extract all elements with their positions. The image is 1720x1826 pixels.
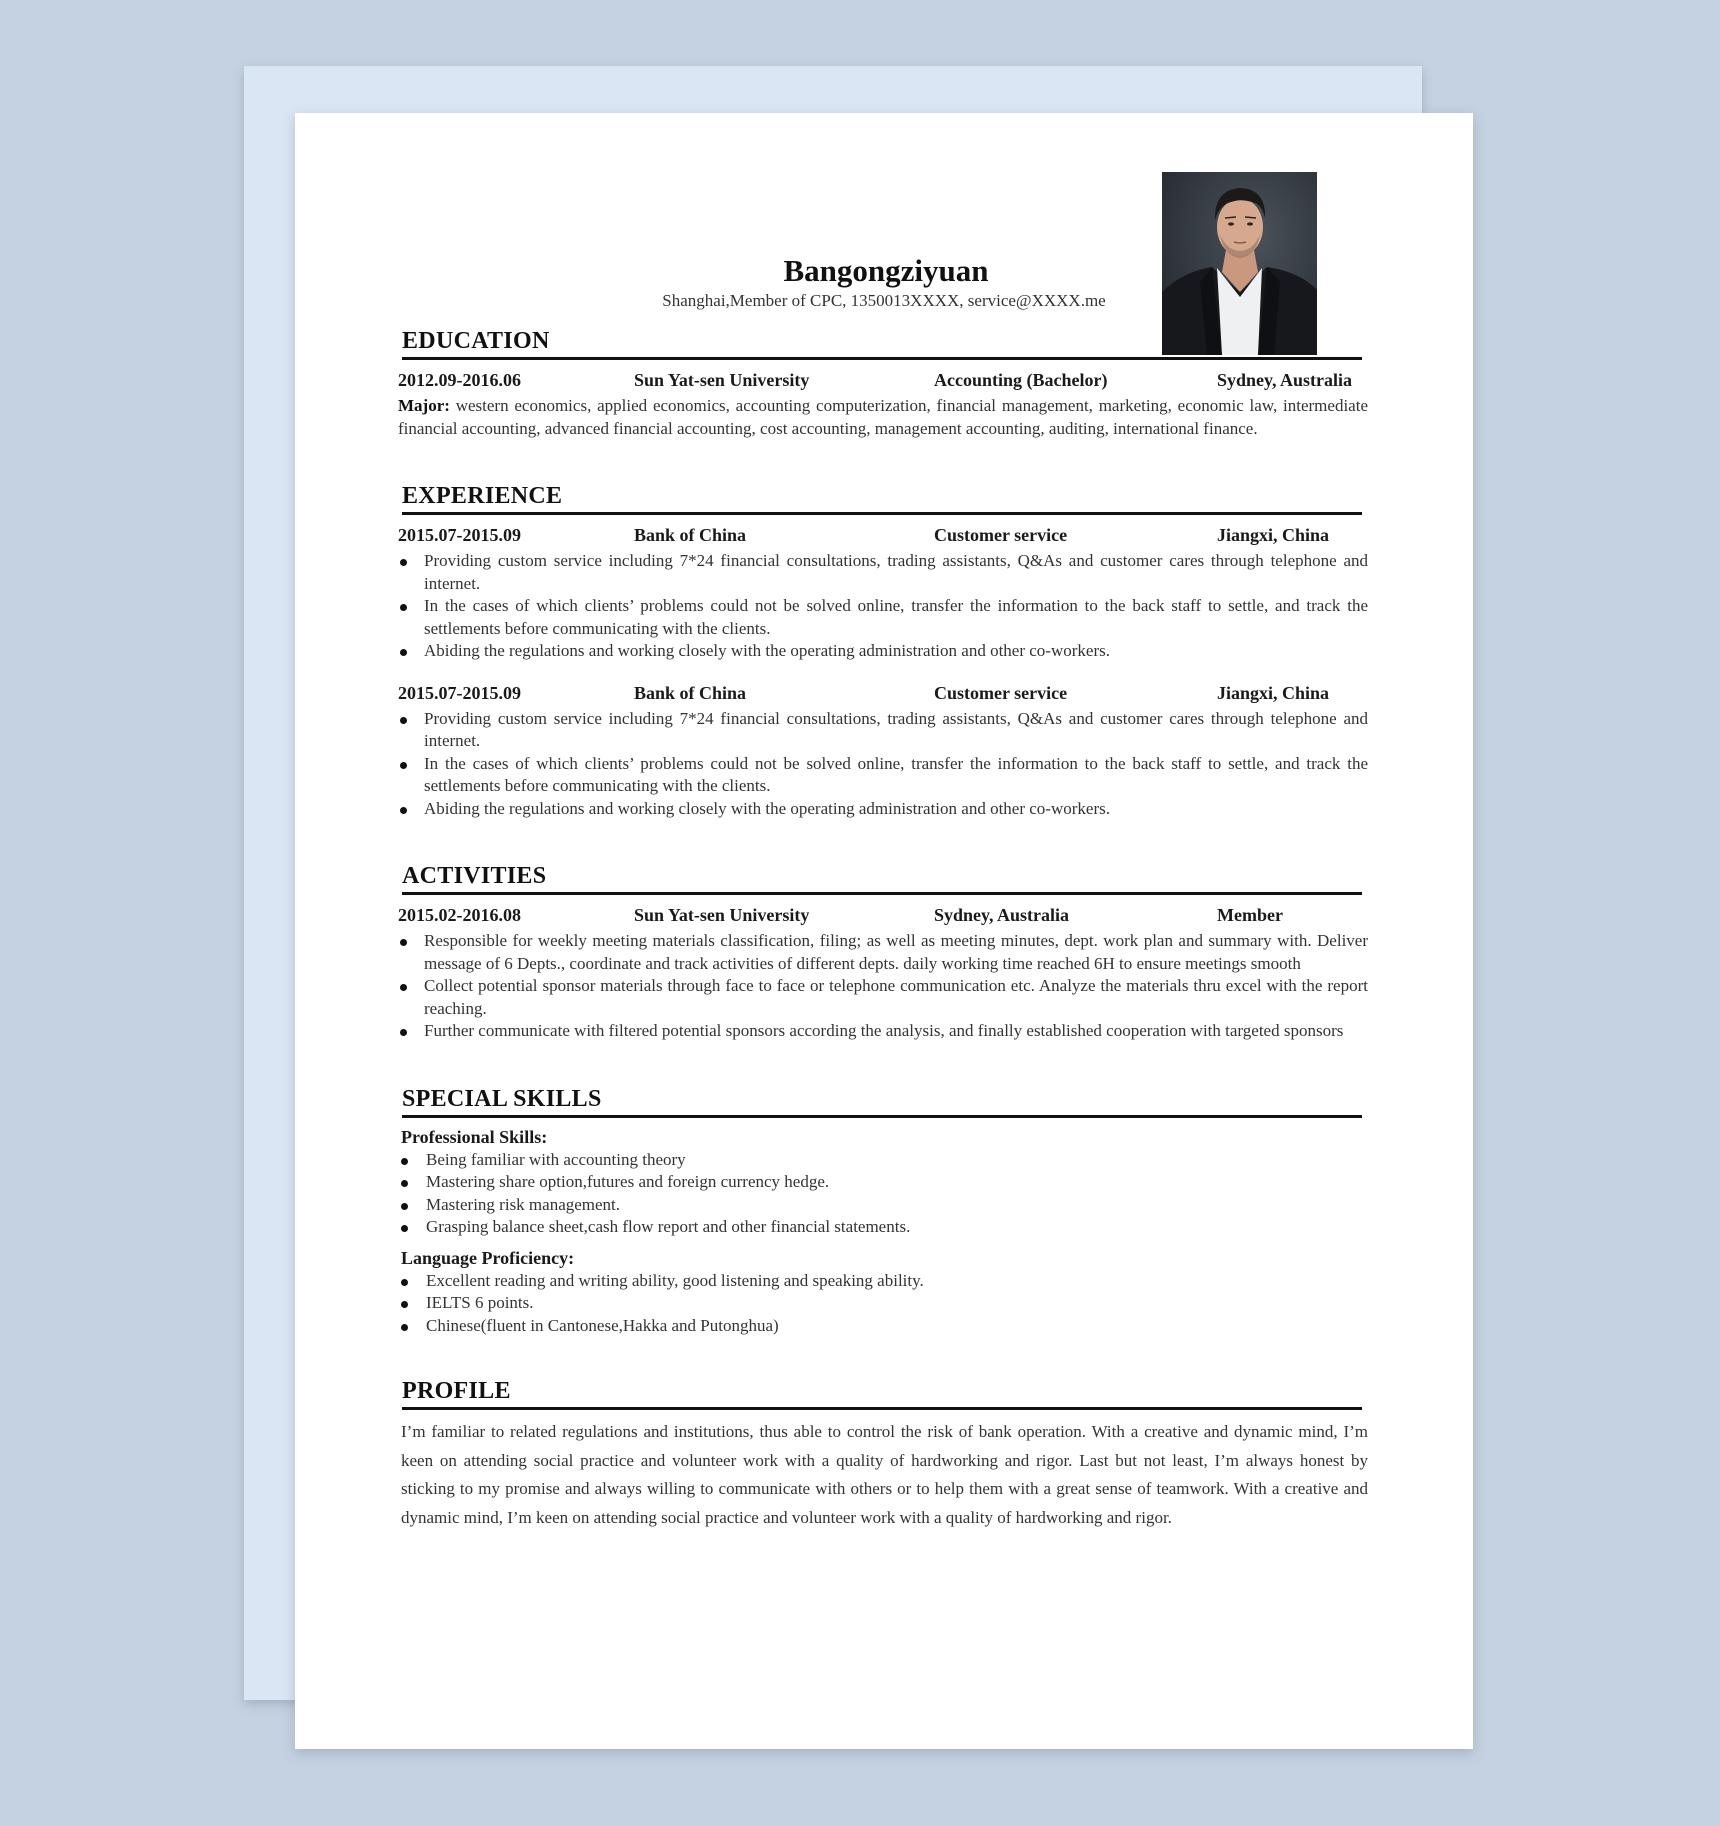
education-section [398,327,1368,440]
activities-role: Member [1217,905,1283,925]
major-text: western economics, applied economics, accounting computerization, financial management, marketing, economic law, intermediate financial accounting, advanced financial accounting, cost accounting, management accounting, auditing, international finance. [398,396,1368,438]
education-title: EDUCATION [402,328,550,354]
experience-bullets [398,550,1368,663]
list-item: Abiding the regulations and working closely with the operating administration and other co-workers. [398,640,1368,663]
language-skills-list [398,1270,1368,1338]
list-item: Providing custom service including 7*24 financial consultations, trading assistants, Q&As and customer cares through telephone and internet. [398,708,1368,753]
education-major [398,395,1368,440]
list-item: Further communicate with filtered potential sponsors according the analysis, and finally established cooperation with targeted sponsors [398,1020,1368,1043]
activities-row [398,903,1368,927]
profile-text: I’m familiar to related regulations and institutions, thus able to control the risk of bank operation. With a creative and dynamic mind, I’m keen on attending social practice and volunteer work with a quality of hardworking and rigor. Last but not least, I’m always honest by sticking to my promise and always willing to communicate with others or to help them with a great sense of teamwork. With a creative and dynamic mind, I’m keen on attending social practice and volunteer work with a quality of hardworking and rigor. [401,1422,1368,1527]
experience-title: EXPERIENCE [402,483,563,509]
list-item: Abiding the regulations and working closely with the operating administration and other co-workers. [398,798,1368,821]
professional-skills-list [398,1149,1368,1239]
experience-row [398,681,1368,705]
list-item: Grasping balance sheet,cash flow report and other financial statements. [398,1216,1368,1239]
experience-role: Customer service [934,682,1068,703]
activities-org: Sun Yat-sen University [634,905,810,925]
section-divider [402,357,1362,360]
list-item: Providing custom service including 7*24 financial consultations, trading assistants, Q&As and customer cares through telephone and internet. [398,550,1368,595]
activities-location: Sydney, Australia [934,905,1070,925]
skills-title: SPECIAL SKILLS [402,1085,602,1112]
list-item: Mastering share option,futures and foreign currency hedge. [398,1171,1368,1194]
list-item: IELTS 6 points. [398,1292,1368,1315]
education-date: 2012.09-2016.06 [398,370,521,390]
major-label: Major: [398,396,450,415]
name-text: Bangongziyuan [783,253,989,288]
list-item: Collect potential sponsor materials through face to face or telephone communication etc. Analyze the materials thru excel with the report reaching. [398,975,1368,1020]
education-location: Sydney, Australia [1217,370,1353,390]
experience-company: Bank of China [634,525,747,545]
resume-page [295,113,1473,1749]
list-item: Mastering risk management. [398,1194,1368,1217]
list-item: Being familiar with accounting theory [398,1149,1368,1172]
list-item: In the cases of which clients’ problems could not be solved online, transfer the information to the back staff to settle, and track the settlements before communicating with the clients. [398,753,1368,798]
activities-title: ACTIVITIES [402,863,547,889]
experience-location: Jiangxi, China [1217,682,1330,703]
education-degree: Accounting (Bachelor) [934,370,1108,390]
section-divider [402,1407,1362,1410]
experience-entry [398,523,1368,663]
section-divider [402,1115,1362,1118]
resume-content [398,327,1368,1532]
language-proficiency-label: Language Proficiency: [401,1247,575,1268]
activities-section [398,862,1368,1043]
skills-section [398,1085,1368,1338]
experience-entry [398,681,1368,821]
activities-bullets [398,930,1368,1043]
list-item: Responsible for weekly meeting materials classification, filing; as well as meeting minutes, dept. work plan and summary with. Deliver message of 6 Depts., coordinate and track activities of different depts. daily working time reached 6H to ensure meetings smooth [398,930,1368,975]
experience-role: Customer service [934,525,1068,545]
experience-date: 2015.07-2015.09 [398,525,521,545]
profile-section [398,1377,1368,1532]
candidate-name [295,253,1473,289]
list-item: Chinese(fluent in Cantonese,Hakka and Putonghua) [398,1315,1368,1338]
activities-date: 2015.02-2016.08 [398,905,521,925]
profile-title: PROFILE [402,1378,511,1404]
education-row [398,368,1368,392]
professional-skills-label: Professional Skills: [401,1126,548,1147]
experience-date: 2015.07-2015.09 [398,682,521,703]
list-item: Excellent reading and writing ability, good listening and speaking ability. [398,1270,1368,1293]
section-divider [402,892,1362,895]
experience-section [398,482,1368,820]
experience-company: Bank of China [634,682,747,703]
experience-location: Jiangxi, China [1217,525,1330,545]
experience-bullets [398,708,1368,821]
section-divider [402,512,1362,515]
education-school: Sun Yat-sen University [634,370,810,390]
contact-line: Shanghai,Member of CPC, 1350013XXXX, service@XXXX.me [662,291,1106,310]
experience-row [398,523,1368,547]
list-item: In the cases of which clients’ problems could not be solved online, transfer the information to the back staff to settle, and track the settlements before communicating with the clients. [398,595,1368,640]
